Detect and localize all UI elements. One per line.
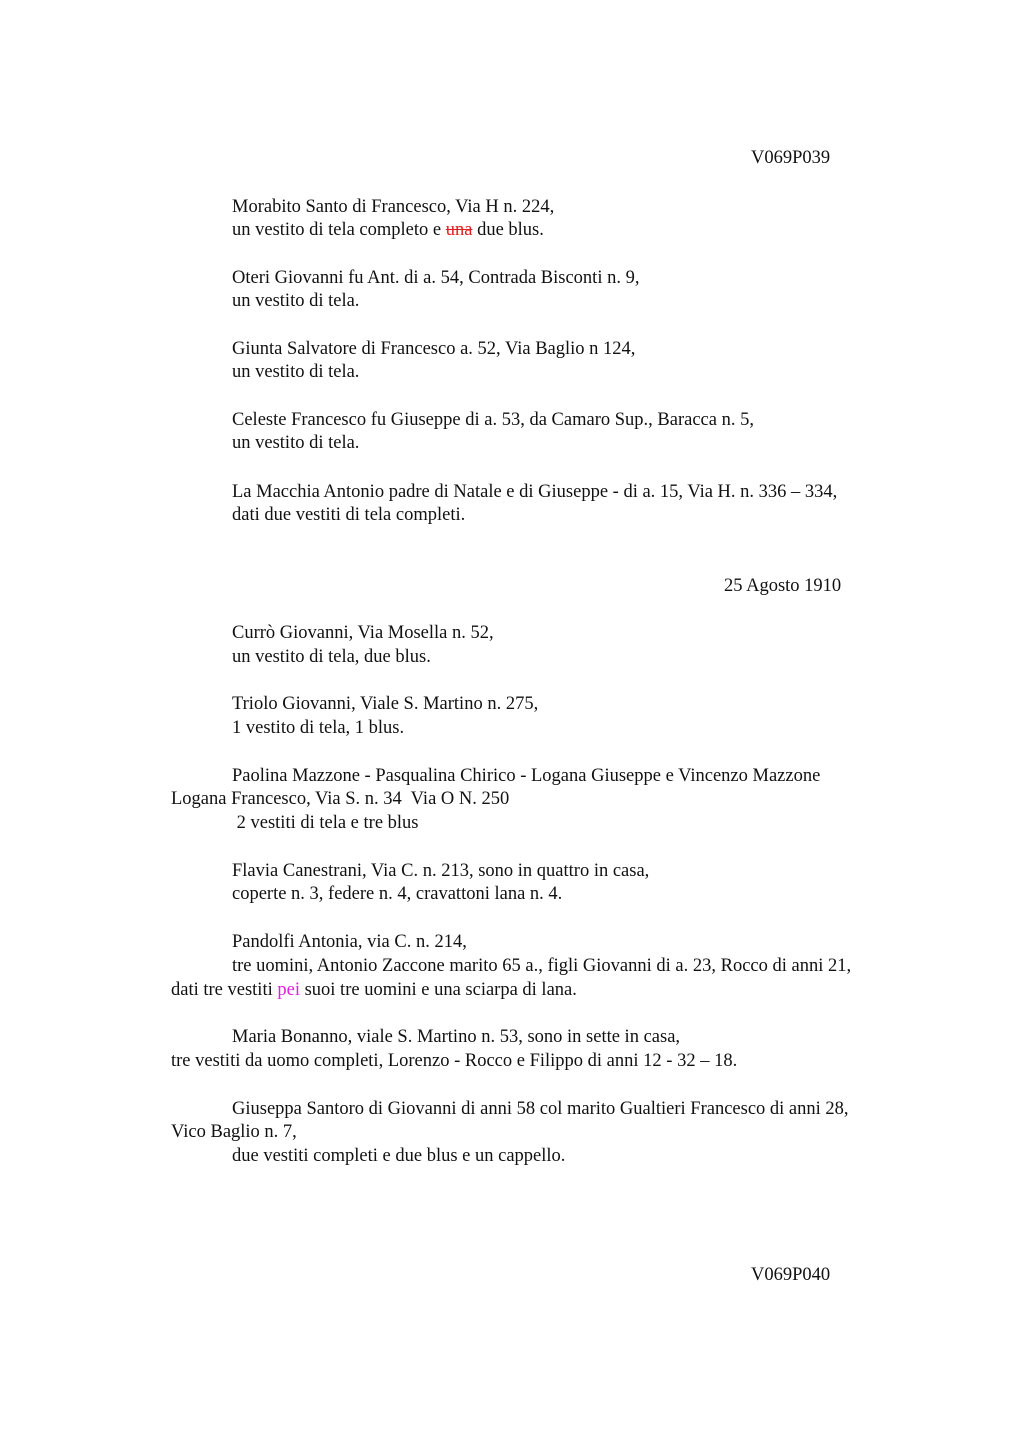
date-heading: 25 Agosto 1910 xyxy=(724,576,842,596)
entry-line: Pandolfi Antonia, via C. n. 214, xyxy=(232,932,467,952)
entry-line: un vestito di tela. xyxy=(232,433,360,453)
entry-line: dati due vestiti di tela completi. xyxy=(232,505,466,525)
entry-line: coperte n. 3, federe n. 4, cravattoni lana n. 4. xyxy=(232,884,563,904)
entry-line: 2 vestiti di tela e tre blus xyxy=(232,813,419,833)
entry-line: un vestito di tela. xyxy=(232,362,360,382)
page-code-top: V069P039 xyxy=(751,148,831,168)
entry-line: Giuseppa Santoro di Giovanni di anni 58 col marito Gualtieri Francesco di anni 28, xyxy=(232,1099,849,1119)
entry-line: un vestito di tela. xyxy=(232,291,360,311)
entry-line: un vestito di tela completo e una due blus. xyxy=(232,220,544,240)
entry-line: Oteri Giovanni fu Ant. di a. 54, Contrada Bisconti n. 9, xyxy=(232,268,640,288)
highlighted-text: pei xyxy=(277,980,300,1000)
entry-line: 1 vestito di tela, 1 blus. xyxy=(232,718,405,738)
entry-line: Celeste Francesco fu Giuseppe di a. 53, da Camaro Sup., Baracca n. 5, xyxy=(232,410,754,430)
entry-line: Flavia Canestrani, Via C. n. 213, sono in quattro in casa, xyxy=(232,861,650,881)
entry-line: tre vestiti da uomo completi, Lorenzo - Rocco e Filippo di anni 12 - 32 – 18. xyxy=(171,1051,738,1071)
entry-line: Giunta Salvatore di Francesco a. 52, Via Baglio n 124, xyxy=(232,339,636,359)
entry-line: Triolo Giovanni, Viale S. Martino n. 275, xyxy=(232,694,539,714)
entry-line: Morabito Santo di Francesco, Via H n. 224, xyxy=(232,197,555,217)
entry-line: tre uomini, Antonio Zaccone marito 65 a., figli Giovanni di a. 23, Rocco di anni 21, xyxy=(232,956,852,976)
entry-line: Logana Francesco, Via S. n. 34 Via O N. 250 xyxy=(171,789,510,809)
entry-line: La Macchia Antonio padre di Natale e di Giuseppe - di a. 15, Via H. n. 336 – 334, xyxy=(232,482,838,502)
entry-line: dati tre vestiti pei suoi tre uomini e una sciarpa di lana. xyxy=(171,980,577,1000)
entry-line: Vico Baglio n. 7, xyxy=(171,1122,297,1142)
entry-line: Maria Bonanno, viale S. Martino n. 53, sono in sette in casa, xyxy=(232,1027,681,1047)
entry-line: Paolina Mazzone - Pasqualina Chirico - Logana Giuseppe e Vincenzo Mazzone xyxy=(232,766,821,786)
entry-line: un vestito di tela, due blus. xyxy=(232,647,431,667)
entry-line: due vestiti completi e due blus e un cappello. xyxy=(232,1146,566,1166)
struck-text: una xyxy=(445,220,473,240)
page-code-bottom: V069P040 xyxy=(751,1265,831,1285)
entry-line: Currò Giovanni, Via Mosella n. 52, xyxy=(232,623,494,643)
